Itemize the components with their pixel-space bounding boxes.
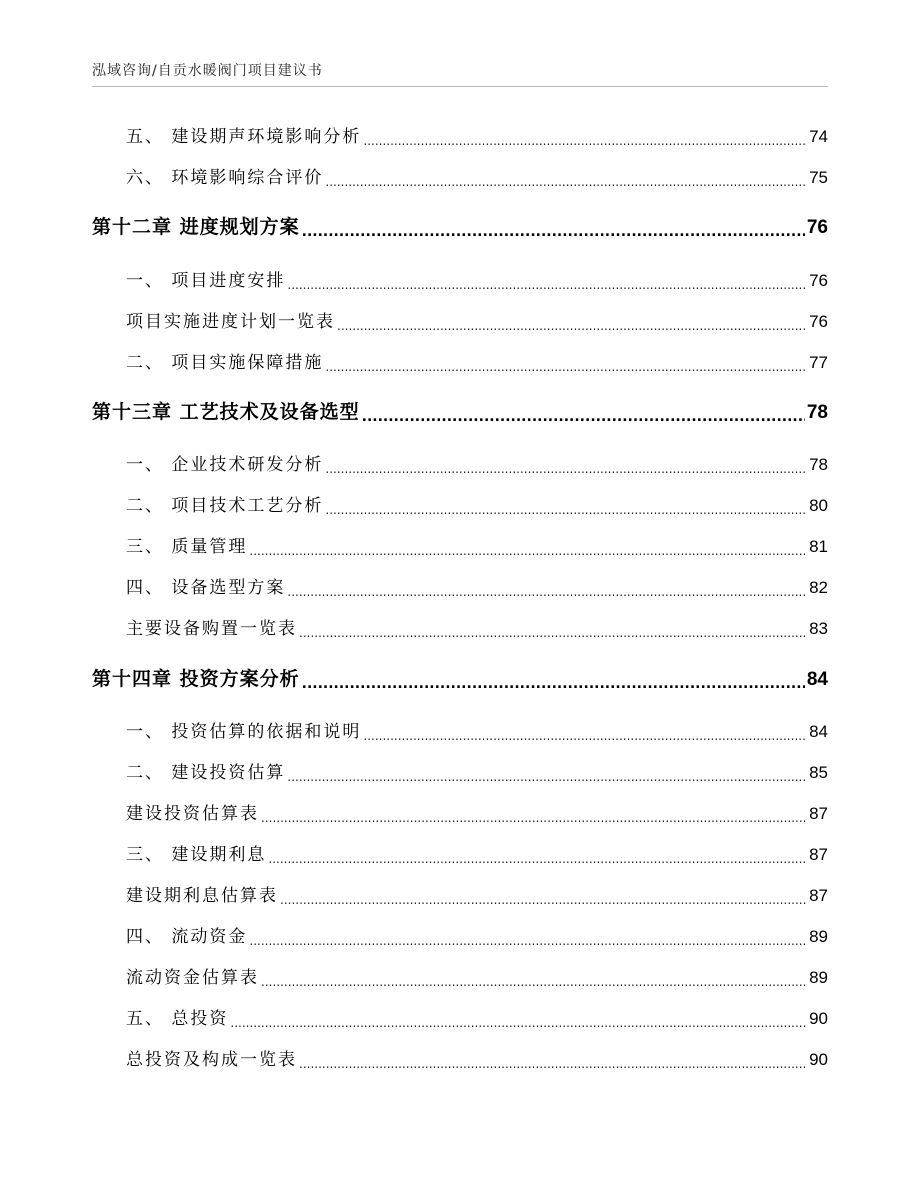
toc-entry[interactable] [126,450,828,475]
toc-entry-title: 五、 总投资 [126,1009,229,1029]
toc-entry-title: 一、 项目进度安排 [126,271,286,291]
toc-entry-page: 75 [809,168,828,187]
header-divider [92,86,828,87]
toc-entry-title: 二、 建设投资估算 [126,763,286,783]
toc-dot-leader [325,176,807,188]
toc-entry[interactable] [126,491,828,516]
toc-dot-leader [325,463,807,475]
toc-dot-leader [302,225,805,239]
toc-entry-title: 建设投资估算表 [126,804,259,824]
toc-entry-title: 三、 质量管理 [126,537,248,557]
toc-entry-page: 87 [809,845,828,864]
toc-entry-title: 主要设备购置一览表 [126,619,297,639]
toc-entry[interactable] [126,532,828,557]
toc-dot-leader [302,677,805,691]
toc-entry[interactable] [126,614,828,639]
toc-entry[interactable] [126,307,828,332]
toc-entry-page: 74 [809,127,828,146]
toc-chapter-page: 78 [806,402,828,423]
toc-entry-page: 83 [809,619,828,638]
toc-entry-title: 建设期利息估算表 [126,886,278,906]
toc-chapter-title: 第十三章 工艺技术及设备选型 [92,401,360,423]
toc-dot-leader [249,545,807,557]
toc-chapter-page: 76 [806,217,828,238]
toc-entry-page: 81 [809,537,828,556]
toc-entry-title: 项目实施进度计划一览表 [126,312,335,332]
toc-entry[interactable] [126,922,828,947]
toc-entry-page: 76 [809,312,828,331]
toc-dot-leader [337,320,807,332]
toc-dot-leader [287,586,807,598]
toc-entry-title: 五、 建设期声环境影响分析 [126,127,362,147]
toc-chapter-entry[interactable] [92,397,828,424]
toc-entry-page: 77 [809,353,828,372]
toc-chapter-entry[interactable] [92,212,828,239]
toc-dot-leader [363,730,807,742]
toc-entry[interactable] [126,799,828,824]
toc-dot-leader [299,1058,807,1070]
toc-dot-leader [261,976,807,988]
toc-entry[interactable] [126,840,828,865]
toc-dot-leader [230,1017,807,1029]
toc-dot-leader [280,894,807,906]
toc-entry-title: 四、 设备选型方案 [126,578,286,598]
toc-chapter-entry[interactable] [92,664,828,691]
toc-entry-page: 87 [809,886,828,905]
toc-entry-title: 流动资金估算表 [126,968,259,988]
toc-entry-page: 78 [809,455,828,474]
toc-entry-title: 二、 项目技术工艺分析 [126,496,324,516]
toc-dot-leader [287,771,807,783]
toc-entry[interactable] [126,963,828,988]
toc-entry-page: 89 [809,968,828,987]
toc-entry-page: 84 [809,722,828,741]
toc-dot-leader [299,627,807,639]
toc-entry-page: 85 [809,763,828,782]
toc-dot-leader [261,812,807,824]
toc-entry[interactable] [126,573,828,598]
toc-entry-page: 82 [809,578,828,597]
toc-entry[interactable] [126,1004,828,1029]
running-header: 泓域咨询/自贡水暖阀门项目建议书 [92,63,323,79]
toc-entry-page: 80 [809,496,828,515]
toc-entry-title: 总投资及构成一览表 [126,1050,297,1070]
toc-entry-page: 90 [809,1050,828,1069]
toc-entry-page: 89 [809,927,828,946]
toc-dot-leader [268,853,807,865]
toc-entry[interactable] [126,1045,828,1070]
toc-entry-page: 87 [809,804,828,823]
toc-entry-title: 六、 环境影响综合评价 [126,168,324,188]
toc-entry[interactable] [126,266,828,291]
toc-dot-leader [287,279,807,291]
toc-entry-title: 四、 流动资金 [126,927,248,947]
toc-entry-title: 二、 项目实施保障措施 [126,353,324,373]
toc-entry[interactable] [126,881,828,906]
toc-entry-title: 三、 建设期利息 [126,845,267,865]
toc-dot-leader [363,135,807,147]
toc-entry-page: 90 [809,1009,828,1028]
toc-dot-leader [325,504,807,516]
toc-dot-leader [362,410,805,424]
toc-chapter-title: 第十二章 进度规划方案 [92,216,300,238]
toc-chapter-title: 第十四章 投资方案分析 [92,668,300,690]
toc-entry-title: 一、 企业技术研发分析 [126,455,324,475]
toc-chapter-page: 84 [806,669,828,690]
toc-entry-title: 一、 投资估算的依据和说明 [126,722,362,742]
toc-entry[interactable] [126,163,828,188]
toc-dot-leader [325,361,807,373]
toc-dot-leader [249,935,807,947]
toc-entry[interactable] [126,758,828,783]
toc-entry[interactable] [126,348,828,373]
toc-entry-page: 76 [809,271,828,290]
toc-entry[interactable] [126,122,828,147]
toc-entry[interactable] [126,717,828,742]
